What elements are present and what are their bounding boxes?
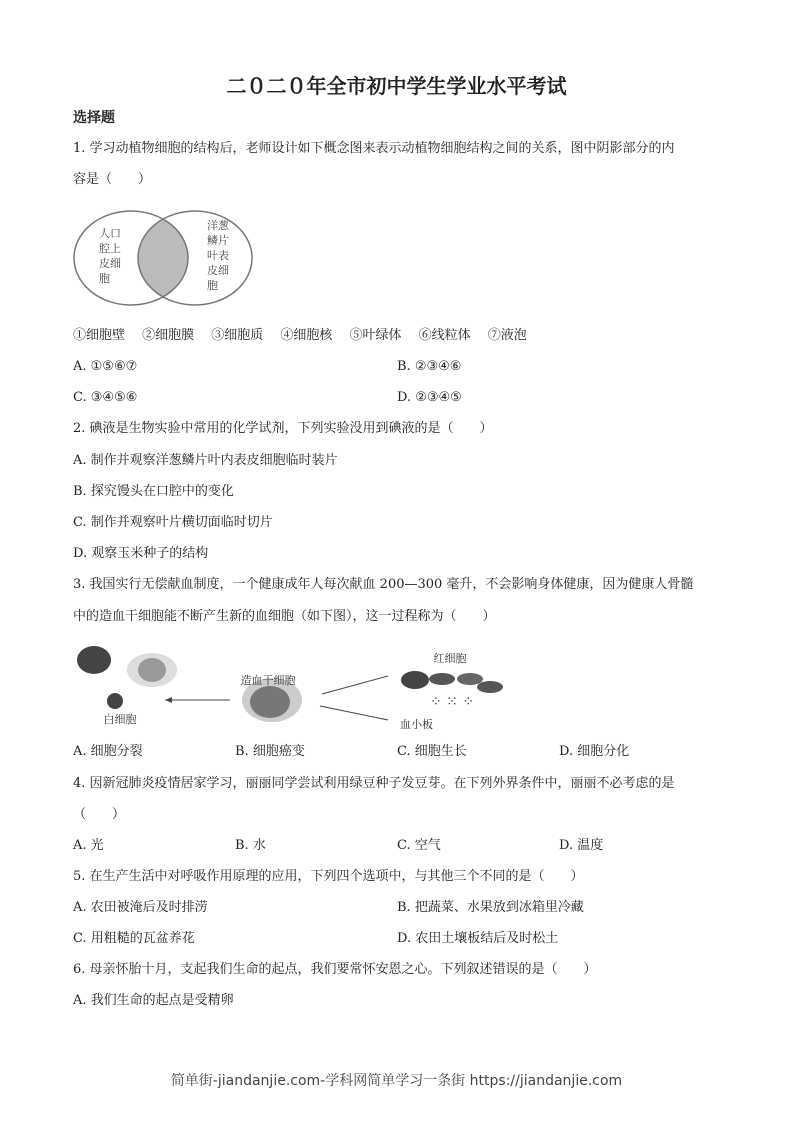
venn-left-label: 人口腔上皮细胞 [99, 227, 121, 285]
q1-options-row1 [73, 358, 721, 376]
q2-option-a[interactable]: A. 制作并观察洋葱鳞片叶内表皮细胞临时装片 [73, 453, 338, 468]
white-cell-1 [77, 646, 111, 674]
option-c[interactable]: C. 用粗糙的瓦盆养花 [73, 931, 195, 946]
q4-stem-line2: （ ） [73, 807, 126, 822]
red-cell [477, 681, 503, 693]
option-d[interactable]: D. 温度 [559, 838, 604, 853]
white-cell-2 [138, 658, 166, 682]
option-a[interactable]: A. ①⑤⑥⑦ [73, 359, 138, 374]
q4-options [73, 837, 721, 855]
option-a[interactable]: A. 光 [73, 838, 104, 853]
stem-cell [250, 686, 290, 718]
q2-option-c[interactable]: C. 制作并观察叶片横切面临时切片 [73, 515, 273, 530]
q5-stem: 5. 在生产生活中对呼吸作用原理的应用，下列四个选项中，与其他三个不同的是（ ） [73, 869, 584, 884]
option-c[interactable]: C. ③④⑤⑥ [73, 390, 138, 405]
option-c[interactable]: C. 细胞生长 [397, 744, 467, 759]
q5-options-row2 [73, 930, 721, 948]
venn-diagram [73, 208, 253, 308]
red-cell-label: 红细胞 [433, 652, 467, 665]
q2-option-d[interactable]: D. 观察玉米种子的结构 [73, 546, 209, 561]
option-b[interactable]: B. 细胞癌变 [235, 744, 305, 759]
q4-stem-line1: 4. 因新冠肺炎疫情居家学习，丽丽同学尝试利用绿豆种子发豆芽。在下列外界条件中，丽丽不必考虑的是 [73, 776, 675, 791]
option-d[interactable]: D. 细胞分化 [559, 744, 630, 759]
q1-items: ①细胞壁 ②细胞膜 ③细胞质 ④细胞核 ⑤叶绿体 ⑥线粒体 ⑦液泡 [73, 328, 527, 343]
q2-option-b[interactable]: B. 探究馒头在口腔中的变化 [73, 484, 234, 499]
q1-stem-line2: 容是（ ） [73, 172, 152, 187]
option-d[interactable]: D. 农田土壤板结后及时松土 [397, 931, 559, 946]
platelets: ⁘ ⁙ ⁘ [430, 694, 475, 710]
arrow-down-right [320, 706, 388, 720]
option-a[interactable]: A. 细胞分裂 [73, 744, 143, 759]
option-c[interactable]: C. 空气 [397, 838, 441, 853]
option-a[interactable]: A. 农田被淹后及时排涝 [73, 900, 208, 915]
venn-right-label: 洋葱鳞片叶表皮细胞 [207, 219, 229, 292]
option-b[interactable]: B. ②③④⑥ [397, 359, 462, 374]
blood-cell-figure [70, 638, 510, 730]
q3-options [73, 743, 721, 761]
page-footer: 简单街-jiandanjie.com-学科网简单学习一条街 https://jiandanjie.com [170, 1073, 623, 1089]
page-title: 二０二０年全市初中学生学业水平考试 [226, 74, 567, 98]
q6-stem: 6. 母亲怀胎十月，支起我们生命的起点，我们要常怀安恩之心。下列叙述错误的是（ ） [73, 962, 597, 977]
q2-stem: 2. 碘液是生物实验中常用的化学试剂，下列实验没用到碘液的是（ ） [73, 421, 493, 436]
option-b[interactable]: B. 把蔬菜、水果放到冰箱里冷藏 [397, 900, 584, 915]
q6-option-a[interactable]: A. 我们生命的起点是受精卵 [73, 993, 234, 1008]
option-b[interactable]: B. 水 [235, 838, 266, 853]
red-cell [401, 671, 429, 689]
option-d[interactable]: D. ②③④⑤ [397, 390, 462, 405]
white-cell-3 [107, 693, 123, 709]
section-heading: 选择题 [73, 110, 115, 126]
platelet-label: 血小板 [400, 718, 433, 730]
q3-stem-line2: 中的造血干细胞能不断产生新的血细胞（如下图），这一过程称为（ ） [73, 609, 496, 624]
red-cell [429, 673, 455, 685]
q1-stem-line1: 1. 学习动植物细胞的结构后，老师设计如下概念图来表示动植物细胞结构之间的关系，图中阴影部分的内 [73, 141, 675, 156]
q3-stem-line1: 3. 我国实行无偿献血制度，一个健康成年人每次献血 200—300 毫升，不会影响身体健康，因为健康人骨髓 [73, 577, 694, 592]
arrow-left-head [165, 697, 172, 703]
white-cell-label: 白细胞 [103, 713, 137, 726]
q1-options-row2 [73, 389, 721, 407]
arrow-up-right [322, 676, 388, 694]
stem-cell-label: 造血干细胞 [240, 674, 296, 687]
red-cell [457, 673, 483, 685]
q5-options-row1 [73, 899, 721, 917]
